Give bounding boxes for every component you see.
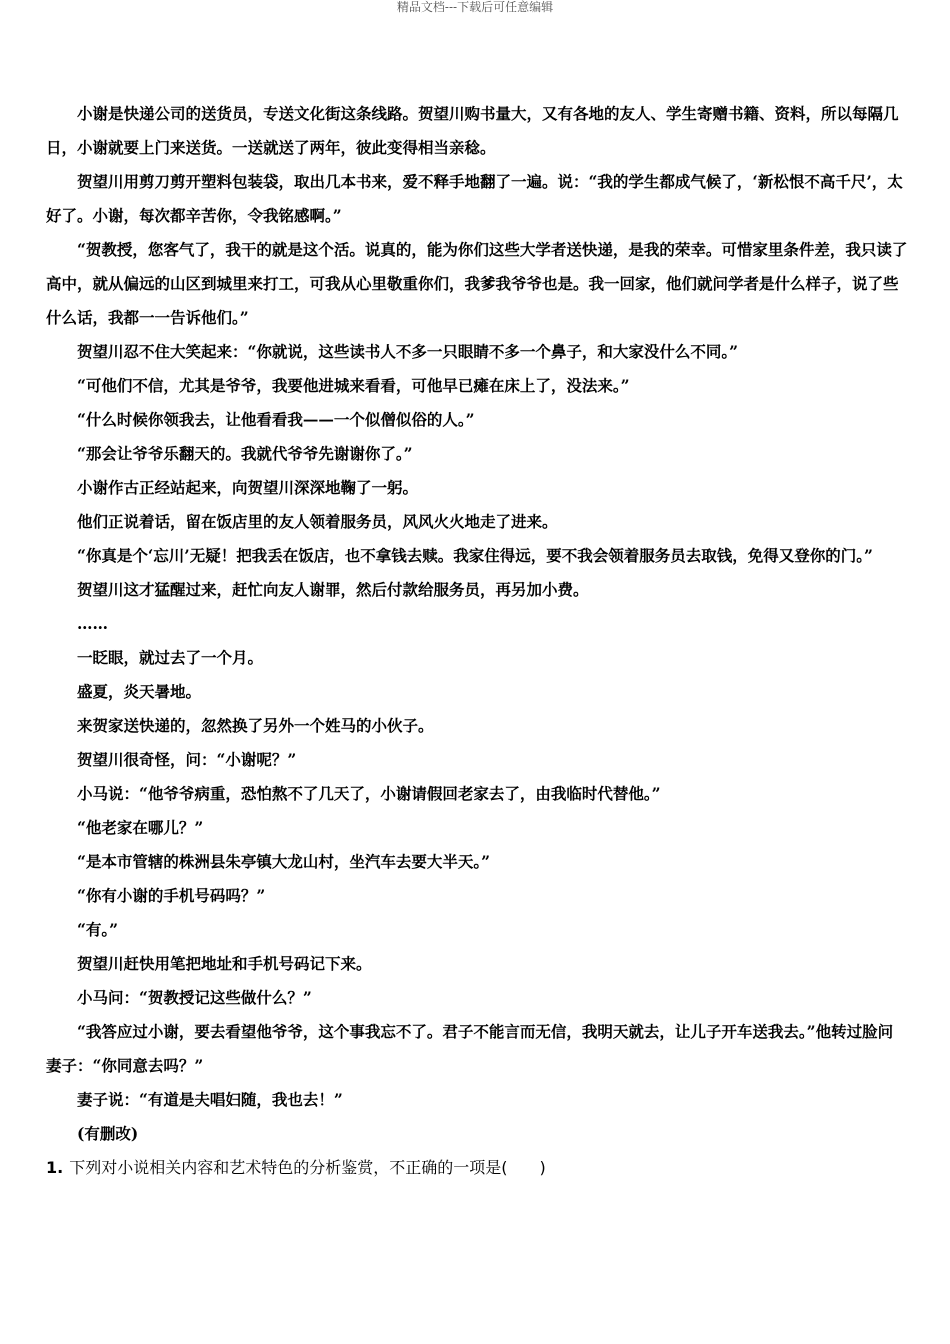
paragraph: 贺望川用剪刀剪开塑料包装袋，取出几本书来，爱不释手地翻了一遍。说：“我的学生都成气候了，‘新松恨不高千尺’，太好了。小谢，每次都辛苦你，令我铭感啊。” (46, 172, 903, 225)
paragraph: “有。” (77, 920, 119, 939)
paragraph: 一眨眼，就过去了一个月。 (77, 648, 264, 667)
ellipsis-paragraph: …… (77, 614, 108, 633)
paragraph: “你有小谢的手机号码吗？” (77, 886, 266, 905)
paragraph: “他老家在哪儿？” (77, 818, 204, 837)
paragraph: 小马说：“他爷爷病重，恐怕熬不了几天了，小谢请假回老家去了，由我临时代替他。” (77, 784, 661, 803)
paragraph: 盛夏，炎天暑地。 (77, 682, 202, 701)
paragraph: “什么时候你领我去，让他看看我——一个似僧似俗的人。” (77, 410, 475, 429)
paragraph: 贺望川忍不住大笑起来：“你就说，这些读书人不多一只眼睛不多一个鼻子，和大家没什么不同。” (77, 342, 739, 361)
paragraph: “贺教授，您客气了，我干的就是这个活。说真的，能为你们这些大学者送快递，是我的荣幸。可惜家里条件差，我只读了高中，就从偏远的山区到城里来打工，可我从心里敬重你们，我爹我爷爷也是。我一回家，他们就问学者是什么样子，说了些什么话，我都一一告诉他们。” (46, 240, 908, 327)
paragraph: “我答应过小谢，要去看望他爷爷，这个事我忘不了。君子不能言而无信，我明天就去，让儿子开车送我去。”他转过脸问妻子：“你同意去吗？” (46, 1022, 894, 1075)
paragraph: 来贺家送快递的，忽然换了另外一个姓马的小伙子。 (77, 716, 434, 735)
source-note: (有删改) (77, 1124, 139, 1143)
question-1 (46, 1151, 908, 1185)
question-text: 下列对小说相关内容和艺术特色的分析鉴赏，不正确的一项是( ) (69, 1158, 546, 1177)
paragraph: 妻子说：“有道是夫唱妇随，我也去！” (77, 1090, 343, 1109)
document-body (46, 97, 908, 1185)
paragraph: “是本市管辖的株洲县朱亭镇大龙山村，坐汽车去要大半天。” (77, 852, 491, 871)
paragraph: 贺望川很奇怪，问：“小谢呢？” (77, 750, 297, 769)
paragraph: 小谢作古正经站起来，向贺望川深深地鞠了一躬。 (77, 478, 419, 497)
paragraph: “可他们不信，尤其是爷爷，我要他进城来看看，可他早已瘫在床上了，没法来。” (77, 376, 630, 395)
paragraph: “那会让爷爷乐翻天的。我就代爷爷先谢谢你了。” (77, 444, 413, 463)
paragraph: “你真是个‘忘川’无疑！把我丢在饭店，也不拿钱去赎。我家住得远，要不我会领着服务员去取钱，免得又登你的门。” (77, 546, 873, 565)
question-number: 1. (46, 1158, 64, 1177)
paragraph: 贺望川这才猛醒过来，赶忙向友人谢罪，然后付款给服务员，再另加小费。 (77, 580, 589, 599)
paragraph: 小马问：“贺教授记这些做什么？” (77, 988, 312, 1007)
paragraph: 贺望川赶快用笔把地址和手机号码记下来。 (77, 954, 372, 973)
page-header: 精品文档---下载后可任意编辑 (396, 0, 554, 14)
paragraph: 小谢是快递公司的送货员，专送文化街这条线路。贺望川购书量大，又有各地的友人、学生寄赠书籍、资料，所以每隔几日，小谢就要上门来送货。一送就送了两年，彼此变得相当亲稔。 (46, 104, 899, 157)
paragraph: 他们正说着话，留在饭店里的友人领着服务员，风风火火地走了进来。 (77, 512, 558, 531)
